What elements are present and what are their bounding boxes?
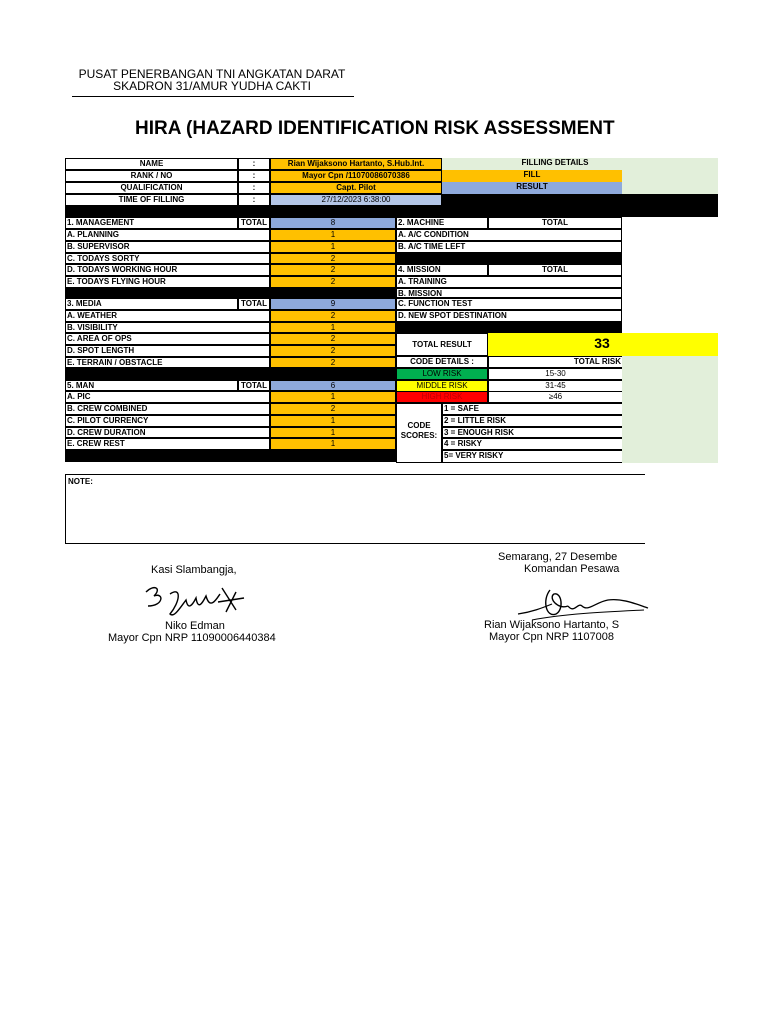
high-risk-label: HIGH RISK [396, 391, 488, 403]
man-total: 6 [270, 380, 396, 391]
media-item: C. AREA OF OPS [65, 333, 270, 345]
mission-item: B. MISSION [396, 288, 622, 298]
man-item: E. CREW REST [65, 438, 270, 450]
man-score[interactable]: 1 [270, 391, 396, 403]
total-result-value: 33 [488, 333, 718, 356]
management-total-label: TOTAL [238, 217, 270, 229]
low-risk-range: 15-30 [488, 368, 622, 380]
man-item: C. PILOT CURRENCY [65, 415, 270, 427]
low-risk-label: LOW RISK [396, 368, 488, 380]
high-risk-range: ≥46 [488, 391, 622, 403]
total-risk-label: TOTAL RISK [488, 356, 622, 368]
media-item: A. WEATHER [65, 310, 270, 322]
right-signatory-name: Rian Wijaksono Hartanto, S [484, 619, 620, 631]
man-score[interactable]: 2 [270, 403, 396, 415]
rank-label: RANK / NO [65, 170, 238, 182]
code-scores-label: CODE SCORES: [396, 403, 442, 463]
machine-item: B. A/C TIME LEFT [396, 241, 622, 253]
black-band [65, 368, 396, 380]
management-item: E. TODAYS FLYING HOUR [65, 276, 270, 288]
mint-panel [622, 356, 718, 463]
black-band-left [65, 206, 442, 217]
mission-item: D. NEW SPOT DESTINATION [396, 310, 622, 322]
rank-value[interactable]: Mayor Cpn /11070086070386 [270, 170, 442, 182]
man-item: A. PIC [65, 391, 270, 403]
left-signatory-name: Niko Edman [165, 620, 225, 632]
machine-item: A. A/C CONDITION [396, 229, 622, 241]
time-value[interactable]: 27/12/2023 6:38:00 [270, 194, 442, 206]
black-band [65, 450, 396, 462]
score-legend-item: 5= VERY RISKY [442, 450, 622, 463]
result-legend: RESULT [442, 182, 622, 194]
management-item: B. SUPERVISOR [65, 241, 270, 253]
management-score[interactable]: 1 [270, 241, 396, 253]
man-score[interactable]: 1 [270, 427, 396, 438]
score-legend-item: 3 = ENOUGH RISK [442, 427, 622, 438]
media-total-label: TOTAL [238, 298, 270, 310]
man-item: D. CREW DURATION [65, 427, 270, 438]
filling-details: FILLING DETAILS [442, 158, 718, 170]
machine-total-label: TOTAL [488, 217, 622, 229]
time-label: TIME OF FILLING [65, 194, 238, 206]
signing-place-date: Semarang, 27 Desembe [498, 551, 618, 563]
management-score[interactable]: 1 [270, 229, 396, 241]
media-title: 3. MEDIA [65, 298, 238, 310]
right-signatory-title: Komandan Pesawa [524, 563, 620, 575]
management-score[interactable]: 2 [270, 276, 396, 288]
management-item: A. PLANNING [65, 229, 270, 241]
time-sep: : [238, 194, 270, 206]
mission-title: 4. MISSION [396, 264, 488, 276]
qualification-sep: : [238, 182, 270, 194]
score-legend-item: 2 = LITTLE RISK [442, 415, 622, 427]
black-band [396, 253, 622, 264]
media-score[interactable]: 2 [270, 310, 396, 322]
man-item: B. CREW COMBINED [65, 403, 270, 415]
left-signatory-rank: Mayor Cpn NRP 11090006440384 [108, 632, 276, 644]
management-title: 1. MANAGEMENT [65, 217, 238, 229]
left-signature-image [140, 580, 250, 622]
management-item: C. TODAYS SORTY [65, 253, 270, 264]
org-name: PUSAT PENERBANGAN TNI ANGKATAN DARAT [78, 67, 346, 81]
man-score[interactable]: 1 [270, 415, 396, 427]
result-legend-pad [622, 182, 718, 194]
man-score[interactable]: 1 [270, 438, 396, 450]
media-item: E. TERRAIN / OBSTACLE [65, 357, 270, 368]
machine-title: 2. MACHINE [396, 217, 488, 229]
total-result-label: TOTAL RESULT [396, 333, 488, 356]
media-score[interactable]: 2 [270, 333, 396, 345]
note-box[interactable] [65, 474, 645, 544]
name-label: NAME [65, 158, 238, 170]
mission-item: A. TRAINING [396, 276, 622, 288]
name-value[interactable]: Rian Wijaksono Hartanto, S.Hub.Int. [270, 158, 442, 170]
fill-legend: FILL [442, 170, 622, 182]
middle-risk-range: 31-45 [488, 380, 622, 392]
name-sep: : [238, 158, 270, 170]
media-score[interactable]: 1 [270, 322, 396, 333]
media-score[interactable]: 2 [270, 357, 396, 368]
qualification-value[interactable]: Capt. Pilot [270, 182, 442, 194]
mission-total-label: TOTAL [488, 264, 622, 276]
media-item: B. VISIBILITY [65, 322, 270, 333]
qualification-label: QUALIFICATION [65, 182, 238, 194]
left-signatory-title: Kasi Slambangja, [151, 564, 237, 576]
page-title: HIRA (HAZARD IDENTIFICATION RISK ASSESSMENT [135, 118, 615, 139]
mission-item: C. FUNCTION TEST [396, 298, 622, 310]
media-total: 9 [270, 298, 396, 310]
man-total-label: TOTAL [238, 380, 270, 391]
management-item: D. TODAYS WORKING HOUR [65, 264, 270, 276]
squadron-name: SKADRON 31/AMUR YUDHA CAKTI [113, 79, 311, 93]
score-legend-item: 4 = RISKY [442, 438, 622, 450]
management-score[interactable]: 2 [270, 264, 396, 276]
man-title: 5. MAN [65, 380, 238, 391]
management-score[interactable]: 2 [270, 253, 396, 264]
media-score[interactable]: 2 [270, 345, 396, 357]
black-band [396, 322, 622, 333]
right-signatory-rank: Mayor Cpn NRP 1107008 [489, 631, 614, 643]
management-total: 8 [270, 217, 396, 229]
middle-risk-label: MIDDLE RISK [396, 380, 488, 392]
rank-sep: : [238, 170, 270, 182]
note-label: NOTE: [68, 477, 93, 486]
media-item: D. SPOT LENGTH [65, 345, 270, 357]
code-details-label: CODE DETAILS : [396, 356, 488, 368]
score-legend-item: 1 = SAFE [442, 403, 622, 415]
black-band [65, 288, 396, 298]
black-band-right [442, 194, 718, 217]
fill-legend-pad [622, 170, 718, 182]
